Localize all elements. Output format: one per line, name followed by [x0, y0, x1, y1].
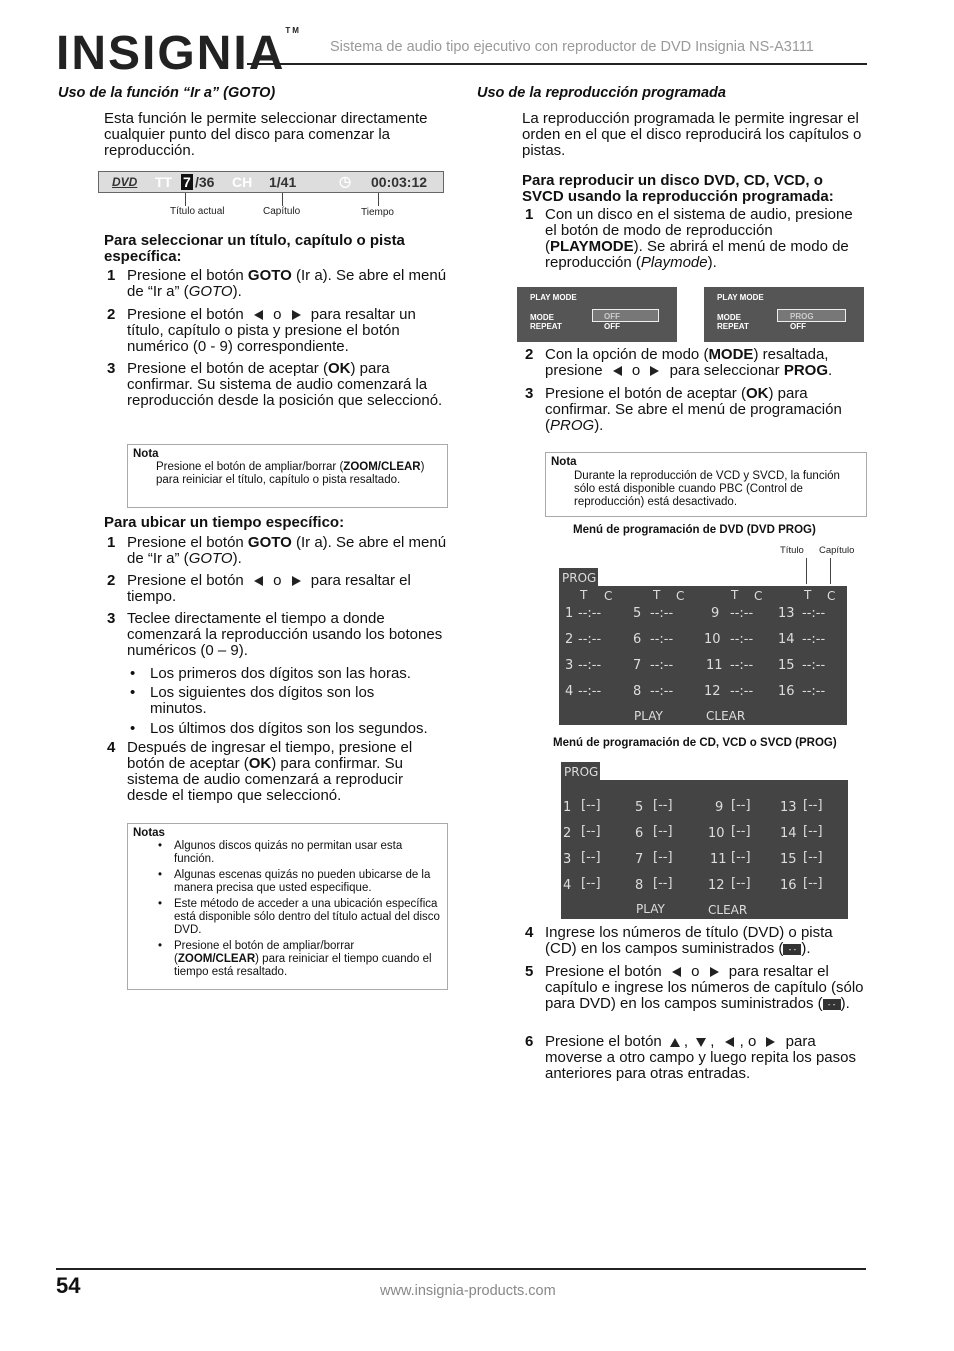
dvd-prog-screen: PROG T C T C T C T C 1 --:-- 2 --:-- 3 --:-- 4 --:-- 5 --:-- 6 --:-- 7 --:-- 8 --:-- 9 --:-- 10 --:-- 11 --:-- 12 --:-- 13 --:-- 14 --:-- 15 --:-- 16 --:-- PLAY CLEAR — [559, 568, 847, 725]
osd-chapter: 1/41 — [269, 174, 297, 190]
note-box-3: Nota Durante la reproducción de VCD y SVCD, la función sólo está disponible cuando PBC (Control de reproducción) está desactivado. — [545, 452, 867, 517]
goto-intro: Esta función le permite seleccionar directamente cualquier punto del disco para comenzar la reproducción. — [104, 110, 428, 159]
prog-step-5: 5 Presione el botón o para resaltar el capítulo e ingrese los números de capítulo (sólo para DVD) en los campos suministrados ( - - ). — [525, 963, 864, 1012]
osd-pointer-chapter — [282, 193, 283, 206]
note-box-2: Notas • Algunos discos quizás no permitan usar esta función. • Algunas escenas quizás no pueden ubicarse de la manera precisa que usted especifique. • Este método de acceder a una ubicación específica está disponible sólo dentro del título actual del disco DVD. • Presione el botón de ampliar/borrar (ZOOM/CLEAR) para reiniciar el tiempo cuando el tiempo está resaltado. — [127, 823, 448, 990]
bullet-hours: • Los primeros dos dígitos son las horas. — [150, 666, 450, 682]
field-icon: - - — [823, 999, 841, 1010]
down-arrow-icon — [696, 1038, 706, 1047]
osd-title-total: /36 — [195, 174, 215, 190]
goto-osd-bar — [98, 171, 444, 193]
fig2-caption: Menú de programación de CD, VCD o SVCD (PROG) — [553, 737, 837, 749]
osd-caption-chapter: Capítulo — [263, 206, 301, 217]
prog-step-3: 3 Presione el botón de aceptar (OK) para confirmar. Se abre el menú de programación (PROG). — [525, 385, 842, 434]
fig1-caption: Menú de programación de DVD (DVD PROG) — [573, 524, 816, 536]
goto-heading: Uso de la función “Ir a” (GOTO) — [58, 85, 276, 101]
time-step-1: 1 Presione el botón GOTO (Ir a). Se abre el menú de “Ir a” (GOTO). — [107, 534, 447, 567]
time-step-2: 2 Presione el botón o para resaltar el tiempo. — [107, 572, 411, 605]
osd-dvd: DVD — [112, 175, 138, 189]
prog-intro: La reproducción programada le permite ingresar el orden en el que el disco reproducirá los capítulos o pistas. — [522, 110, 862, 159]
left-arrow-icon — [254, 576, 263, 586]
footer-rule — [56, 1268, 866, 1270]
left-arrow-icon — [725, 1037, 734, 1047]
field-icon: - - — [783, 944, 801, 955]
goto-step-2: 2 Presione el botón o para resaltar un título, capítulo o pista y presione el botón numérico (0 - 9) correspondiente. — [107, 306, 416, 355]
header-rule — [247, 63, 867, 65]
playmode-menu-off: PLAY MODE MODE REPEAT OFF OFF — [517, 287, 677, 342]
header-title: Sistema de audio tipo ejecutivo con reproductor de DVD Insignia NS-A3111 — [330, 39, 814, 55]
prog-step-1: 1 Con un disco en el sistema de audio, presione el botón de modo de reproducción (PLAYMODE). Se abrirá el menú de modo de reproducción (Playmode). — [525, 206, 853, 271]
osd-ch: CH — [232, 174, 253, 190]
osd-title-current: 7 — [183, 174, 191, 190]
osd-caption-title: Título actual — [170, 206, 225, 217]
time-step-3: 3 Teclee directamente el tiempo a donde comenzará la reproducción usando los botones numéricos (0 – 9). — [107, 610, 443, 659]
goto-step-3: 3 Presione el botón de aceptar (OK) para confirmar. Su sistema de audio comenzará la reproducción desde la posición que seleccionó. — [107, 360, 443, 409]
right-arrow-icon — [766, 1037, 775, 1047]
note-box-1: Nota Presione el botón de ampliar/borrar (ZOOM/CLEAR) para reiniciar el título, capítulo o pista resaltado. — [127, 444, 448, 508]
subheading-title-select: Para seleccionar un título, capítulo o pista específica: — [104, 232, 405, 265]
osd-tt: TT — [155, 174, 173, 190]
left-arrow-icon — [672, 967, 681, 977]
fig1-label-title: Título — [780, 545, 804, 556]
prog-heading: Uso de la reproducción programada — [477, 85, 726, 101]
left-arrow-icon — [254, 310, 263, 320]
fig1-label-chapter: Capítulo — [819, 545, 855, 556]
prog-step-6: 6 Presione el botón , , , o para moverse a otro campo y luego repita los pasos anteriores para otras entradas. — [525, 1033, 856, 1082]
right-arrow-icon — [710, 967, 719, 977]
bullet-minutes: • Los siguientes dos dígitos son los minutos. — [150, 685, 410, 717]
cd-prog-screen: PROG 1 [--] 2 [--] 3 [--] 4 [--] 5 [--] 6 [--] 7 [--] 8 [--] 9 [--] 10 [--] 11 [--] 12 [--] 13 [--] 14 [--] 15 [--] 16 [--] PLAY CLEAR — [561, 762, 848, 919]
right-arrow-icon — [292, 576, 301, 586]
bullet-seconds: • Los últimos dos dígitos son los segundos. — [150, 721, 450, 737]
subheading-time: Para ubicar un tiempo específico: — [104, 514, 345, 531]
insignia-logo: INSIGNIA™ — [56, 26, 301, 80]
right-arrow-icon — [292, 310, 301, 320]
prog-subheading: Para reproducir un disco DVD, CD, VCD, o SVCD usando la reproducción programada: — [522, 172, 834, 205]
left-arrow-icon — [613, 366, 622, 376]
up-arrow-icon — [670, 1038, 680, 1047]
prog-step-2: 2 Con la opción de modo (MODE) resaltada, presione o para seleccionar PROG. — [525, 346, 833, 379]
clock-icon: ◷ — [339, 173, 352, 189]
osd-caption-time: Tiempo — [361, 207, 394, 218]
goto-step-1: 1 Presione el botón GOTO (Ir a). Se abre el menú de “Ir a” (GOTO). — [107, 267, 447, 300]
osd-pointer-title — [185, 193, 186, 206]
playmode-menu-prog: PLAY MODE MODE REPEAT PROG OFF — [704, 287, 864, 342]
footer-url: www.insignia-products.com — [380, 1283, 556, 1299]
osd-time: 00:03:12 — [371, 174, 428, 190]
osd-pointer-time — [378, 193, 379, 206]
page-number: 54 — [56, 1273, 81, 1298]
time-step-4: 4 Después de ingresar el tiempo, presione el botón de aceptar (OK) para confirmar. Su sistema de audio comenzará a reproducir desde el tiempo que seleccionó. — [107, 739, 413, 804]
prog-step-4: 4 Ingrese los números de título (DVD) o pista (CD) en los campos suministrados ( - - ). — [525, 924, 833, 957]
right-arrow-icon — [650, 366, 659, 376]
